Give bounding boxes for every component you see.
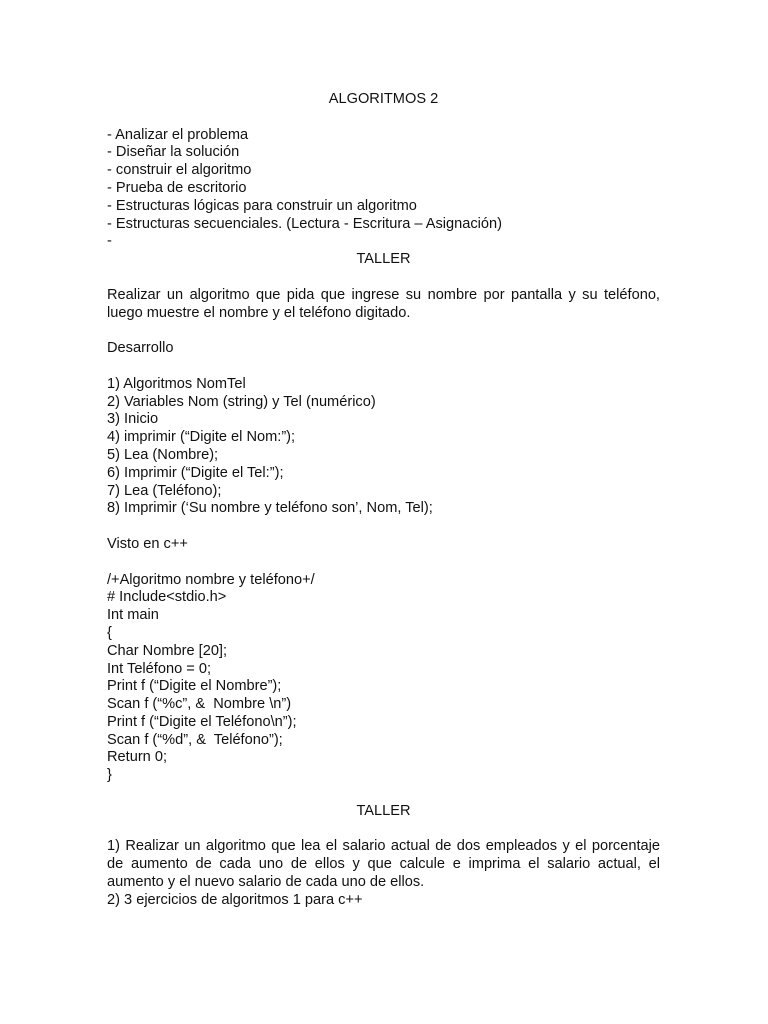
step-item: - Estructuras lógicas para construir un algoritmo: [107, 197, 417, 214]
code-line: Int Teléfono = 0;: [107, 660, 211, 677]
step-item: -: [107, 233, 112, 250]
pseudocode-line: 8) Imprimir (‘Su nombre y teléfono son’, Nom, Tel);: [107, 500, 433, 517]
pseudocode-line: 5) Lea (Nombre);: [107, 446, 219, 463]
code-line: Scan f (“%d”, & Teléfono”);: [107, 731, 283, 748]
spacer: [107, 358, 660, 376]
pseudocode-line: 6) Imprimir (“Digite el Tel:”);: [107, 464, 284, 481]
code-line: # Include<stdio.h>: [107, 589, 227, 606]
cpp-code-block: [107, 572, 660, 786]
spacer: [107, 518, 660, 536]
step-item: - construir el algoritmo: [107, 162, 252, 179]
spacer: [107, 821, 660, 839]
code-line: Print f (“Digite el Nombre”);: [107, 678, 282, 695]
pseudocode-list: [107, 376, 660, 518]
document-body: [107, 91, 660, 910]
pseudocode-line: 2) Variables Nom (string) y Tel (numérico): [107, 393, 376, 410]
step-item: - Diseñar la solución: [107, 144, 240, 161]
code-line: Int main: [107, 607, 159, 624]
code-line: Char Nombre [20];: [107, 642, 228, 659]
code-line: Scan f (“%c”, & Nombre \n”): [107, 696, 292, 713]
taller2-item-2: 2) 3 ejercicios de algoritmos 1 para c++: [107, 891, 363, 908]
taller-heading-2: TALLER: [356, 802, 411, 819]
code-line: {: [107, 624, 112, 641]
code-line: Print f (“Digite el Teléfono\n”);: [107, 713, 297, 730]
spacer: [107, 322, 660, 340]
step-item: - Analizar el problema: [107, 126, 249, 143]
spacer: [107, 554, 660, 572]
code-line: Return 0;: [107, 749, 168, 766]
step-item: - Prueba de escritorio: [107, 179, 247, 196]
step-item: - Estructuras secuenciales. (Lectura - Escritura – Asignación): [107, 215, 503, 232]
spacer: [107, 269, 660, 287]
code-line: /+Algoritmo nombre y teléfono+/: [107, 571, 315, 588]
taller-heading: TALLER: [356, 251, 411, 268]
desarrollo-label: Desarrollo: [107, 340, 174, 357]
pseudocode-line: 4) imprimir (“Digite el Nom:”);: [107, 429, 296, 446]
pseudocode-line: 3) Inicio: [107, 411, 159, 428]
code-line: }: [107, 767, 112, 784]
spacer: [107, 785, 660, 803]
taller-prompt: Realizar un algoritmo que pida que ingrese su nombre por pantalla y su teléfono, luego muestre el nombre y el teléfono digitado.: [107, 286, 660, 321]
steps-list: [107, 127, 660, 252]
document-title: ALGORITMOS 2: [328, 91, 439, 107]
pseudocode-line: 7) Lea (Teléfono);: [107, 482, 222, 499]
pseudocode-line: 1) Algoritmos NomTel: [107, 375, 246, 392]
cpp-label: Visto en c++: [107, 535, 188, 552]
spacer: [107, 109, 660, 127]
taller2-item-1: 1) Realizar un algoritmo que lea el salario actual de dos empleados y el porcentaje de aumento de cada uno de ellos y que calcule e imprima el salario actual, el aumento y el nuevo salario de cada uno de ellos.: [107, 838, 660, 891]
